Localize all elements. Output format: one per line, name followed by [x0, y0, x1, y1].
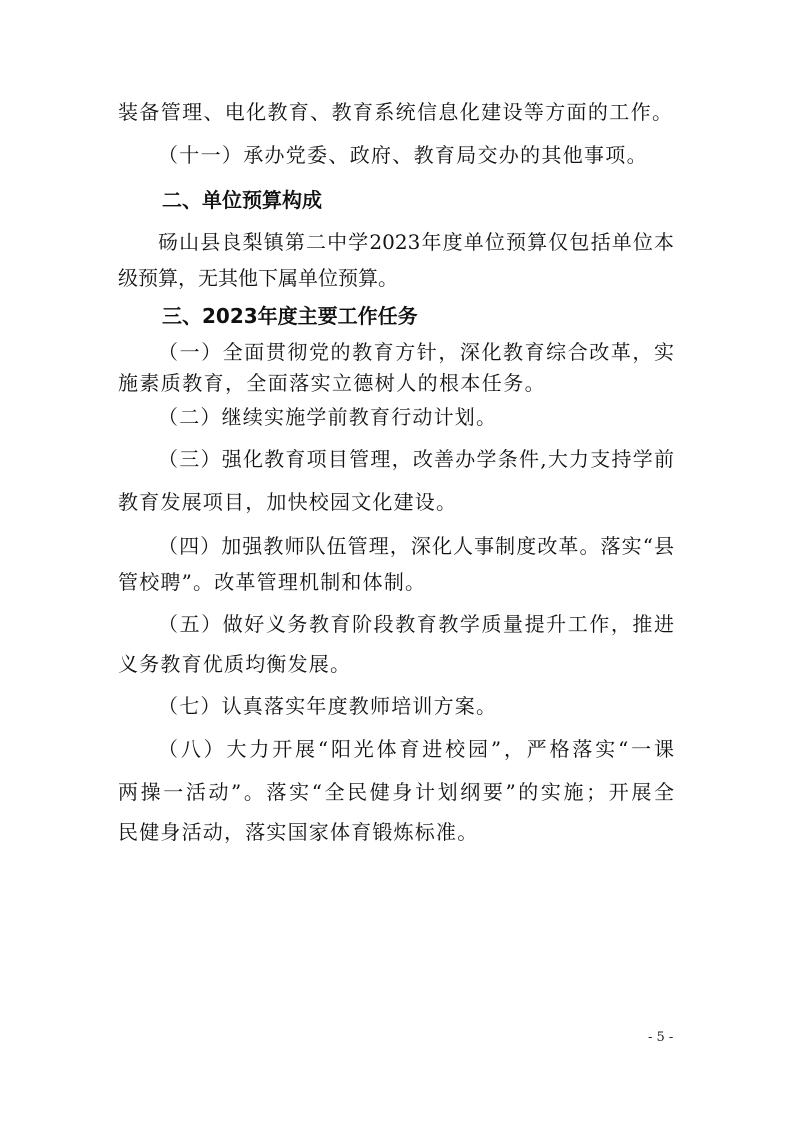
document-page: 装备管理、电化教育、教育系统信息化建设等方面的工作。 （十一）承办党委、政府、教育局交办的其他事项。 二、单位预算构成 砀山县良梨镇第二中学2023年度单位预算仅包括单位本 级预算，无其他下属单位预算。 三、2023年度主要工作任务 （一）全面贯彻党的教育方针，深化教育综合改革，实 施素质教育，全面落实立德树人的根本任务。 （二）继续实施学前教育行动计划。 （三）强化教育项目管理，改善办学条件,大力支持学前 教育发展项目，加快校园文化建设。 （四）加强教师队伍管理，深化人事制度改革。落实“县 管校聘”。改革管理机制和体制。 （五）做好义务教育阶段教育教学质量提升工作，推进 义务教育优质均衡发展。 （七）认真落实年度教师培训方案。 （八）大力开展“阳光体育进校园”，严格落实“一课 两操一活动”。落实“全民健身计划纲要”的实施；开展全 民健身活动，落实国家体育锻炼标准。 - 5 -	[118, 100, 674, 1045]
page-number: - 5 -	[648, 1030, 674, 1045]
